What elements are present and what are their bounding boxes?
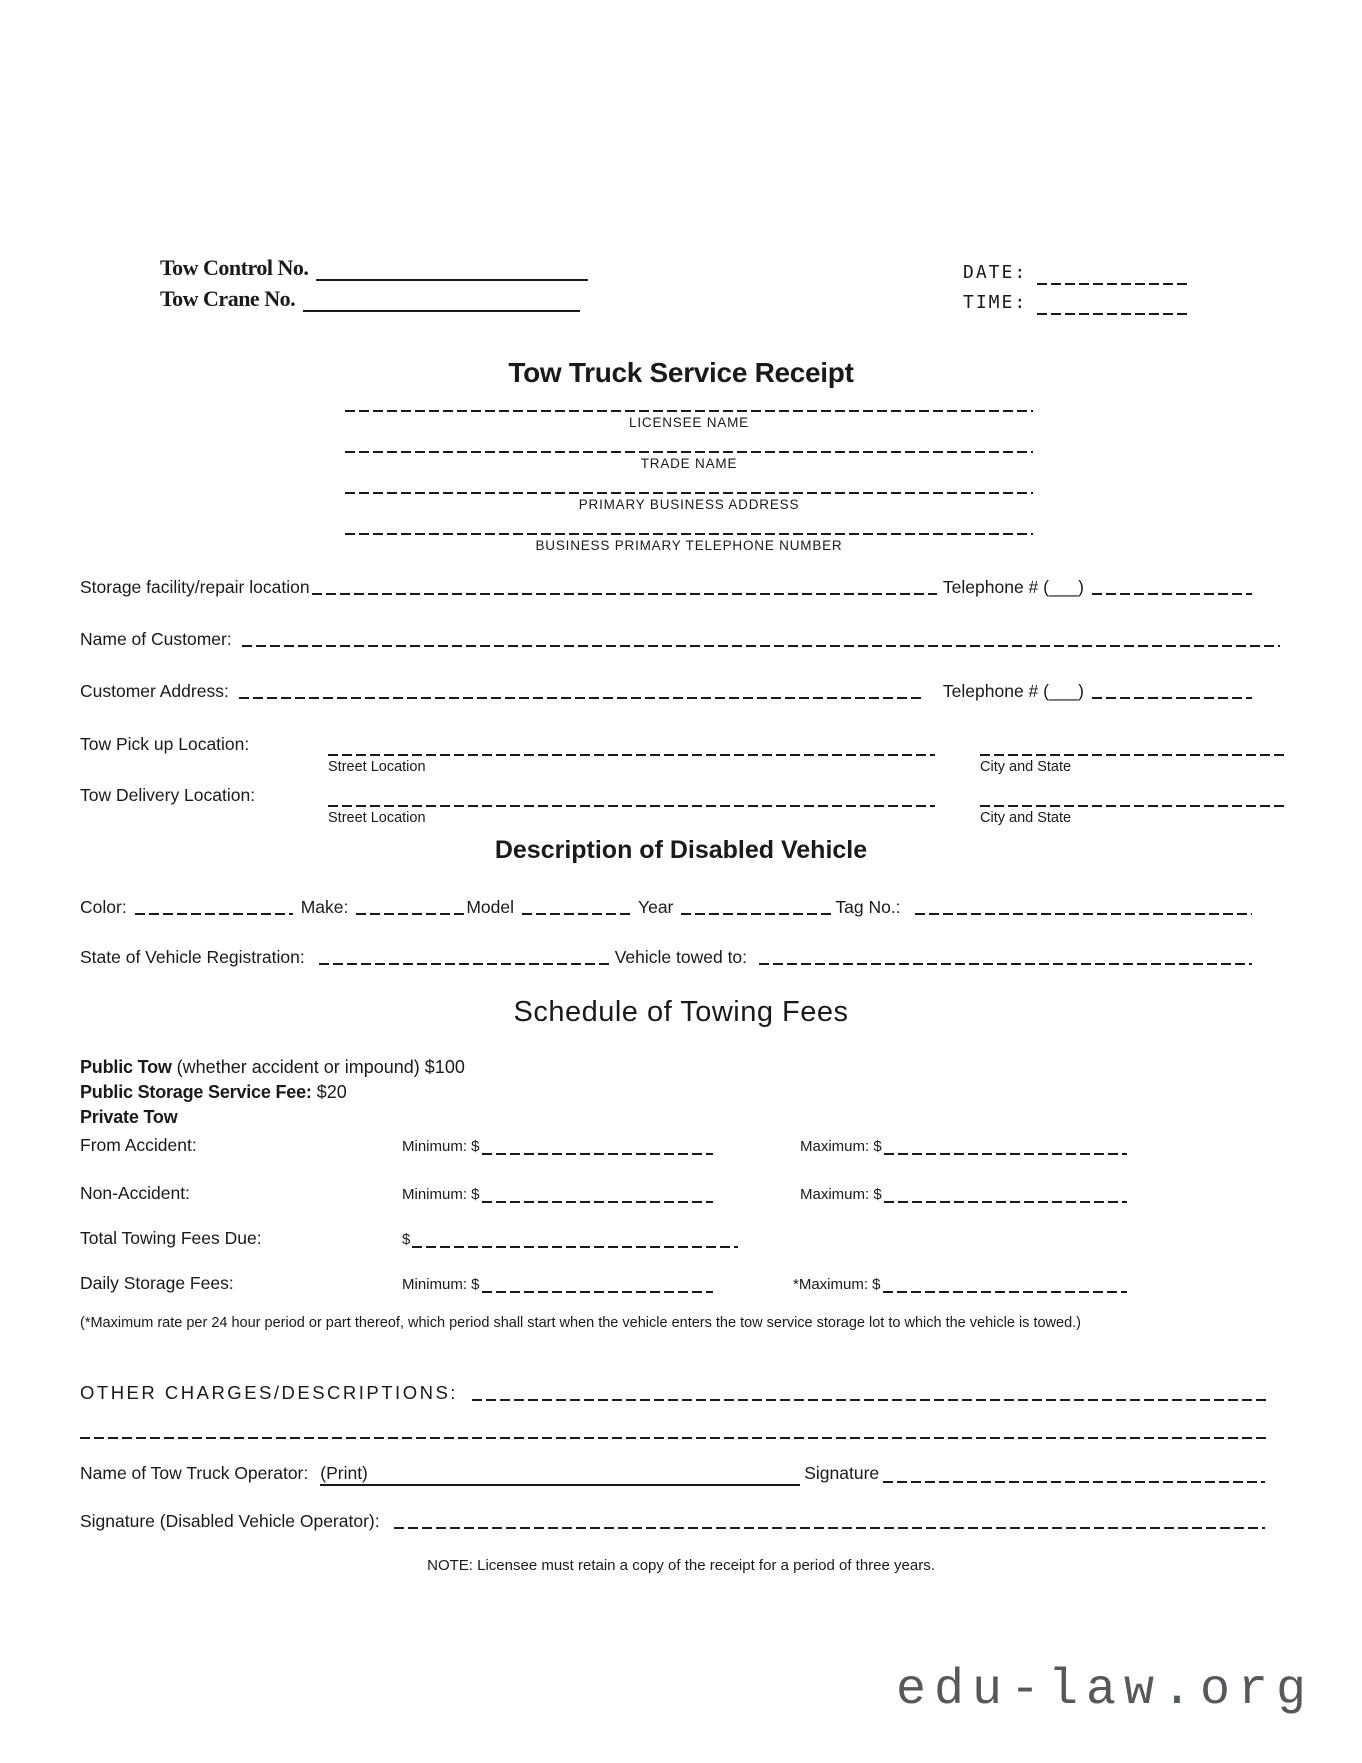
delivery-location-label: Tow Delivery Location: <box>80 785 256 805</box>
tag-number-blank-line <box>915 913 1252 915</box>
pickup-location-block <box>80 732 1285 775</box>
non-accident-label: Non-Accident: <box>80 1183 190 1203</box>
model-blank-line <box>522 913 634 915</box>
trade-name-blank-line <box>345 451 1033 453</box>
non-accident-maximum-blank-line <box>884 1201 1127 1203</box>
from-accident-minimum-field <box>402 1136 713 1158</box>
time-blank-line <box>1037 313 1187 315</box>
daily-storage-minimum-label: Minimum: $ <box>402 1276 480 1293</box>
business-address-caption: PRIMARY BUSINESS ADDRESS <box>578 497 800 512</box>
operator-signature-row <box>80 1462 1265 1486</box>
from-accident-row <box>80 1134 1127 1158</box>
towed-to-blank-line <box>759 963 1252 965</box>
control-numbers-block <box>160 252 588 314</box>
public-tow-label: Public Tow <box>80 1057 172 1077</box>
tow-crane-label: Tow Crane No. <box>160 286 296 311</box>
delivery-street-blank-line <box>328 805 935 807</box>
retention-note: NOTE: Licensee must retain a copy of the receipt for a period of three years. <box>427 1557 935 1574</box>
disabled-operator-signature-row <box>80 1510 1265 1532</box>
disabled-operator-signature-label: Signature (Disabled Vehicle Operator): <box>80 1511 380 1531</box>
daily-storage-maximum-blank-line <box>883 1291 1127 1293</box>
customer-address-row <box>80 680 1252 702</box>
pickup-street-field <box>328 732 935 775</box>
registration-row <box>80 946 1252 968</box>
registration-label: State of Vehicle Registration: <box>80 947 305 967</box>
from-accident-maximum-field <box>800 1136 1127 1158</box>
delivery-location-block <box>80 783 1285 826</box>
disabled-operator-signature-blank-line <box>394 1527 1265 1529</box>
color-label: Color: <box>80 897 127 917</box>
non-accident-row <box>80 1182 1127 1206</box>
date-time-block <box>963 258 1187 318</box>
total-fees-label: Total Towing Fees Due: <box>80 1228 262 1248</box>
make-label: Make: <box>300 897 349 917</box>
make-blank-line <box>356 913 464 915</box>
daily-storage-minimum-field <box>402 1274 713 1296</box>
business-address-blank-line <box>345 492 1033 494</box>
daily-storage-label: Daily Storage Fees: <box>80 1273 234 1293</box>
non-accident-minimum-blank-line <box>482 1201 713 1203</box>
non-accident-maximum-label: Maximum: $ <box>800 1186 882 1203</box>
business-phone-caption: BUSINESS PRIMARY TELEPHONE NUMBER <box>535 538 843 553</box>
business-address-line <box>345 492 1033 512</box>
color-blank-line <box>135 913 293 915</box>
customer-address-label: Customer Address: <box>80 681 229 701</box>
pickup-street-caption: Street Location <box>328 759 426 775</box>
storage-facility-label: Storage facility/repair location <box>80 577 310 597</box>
non-accident-minimum-label: Minimum: $ <box>402 1186 480 1203</box>
date-row <box>963 258 1187 288</box>
delivery-street-field <box>328 783 935 826</box>
tag-number-label: Tag No.: <box>835 897 901 917</box>
storage-facility-blank-line <box>312 593 937 595</box>
page-title: Tow Truck Service Receipt <box>508 357 854 388</box>
from-accident-minimum-label: Minimum: $ <box>402 1138 480 1155</box>
delivery-city-caption: City and State <box>980 810 1072 826</box>
towing-fees-heading: Schedule of Towing Fees <box>513 996 849 1028</box>
licensee-name-caption: LICENSEE NAME <box>629 415 749 430</box>
non-accident-minimum-field <box>402 1184 713 1206</box>
public-tow-line <box>80 1055 465 1080</box>
daily-storage-row <box>80 1272 1127 1296</box>
storage-rate-footnote: (*Maximum rate per 24 hour period or part thereof, which period shall start when the vehicle enters the tow service storage lot to which the vehicle is towed.) <box>80 1315 1081 1331</box>
time-label: TIME: <box>963 292 1028 313</box>
from-accident-minimum-blank-line <box>482 1153 713 1155</box>
private-tow-label: Private Tow <box>80 1107 178 1127</box>
public-storage-fee-label: Public Storage Service Fee: <box>80 1082 312 1102</box>
tow-crane-blank-line <box>303 310 580 312</box>
operator-signature-blank-line <box>883 1481 1265 1483</box>
other-charges-blank-line-1 <box>472 1399 1270 1401</box>
licensee-name-line <box>345 410 1033 430</box>
public-tow-detail: (whether accident or impound) $100 <box>171 1057 465 1077</box>
trade-name-line <box>345 451 1033 471</box>
total-fees-dollar-label: $ <box>402 1231 411 1248</box>
operator-name-label: Name of Tow Truck Operator: <box>80 1463 309 1483</box>
total-fees-field <box>402 1229 738 1251</box>
model-label: Model <box>466 897 515 917</box>
private-tow-line <box>80 1105 465 1130</box>
address-telephone-label: Telephone # (___) <box>942 681 1084 701</box>
public-storage-fee-detail: $20 <box>311 1082 347 1102</box>
date-label: DATE: <box>963 262 1028 283</box>
other-charges-blank-line-2 <box>80 1437 1270 1439</box>
operator-signature-label: Signature <box>804 1463 880 1483</box>
vehicle-description-heading: Description of Disabled Vehicle <box>494 836 868 864</box>
vehicle-details-row <box>80 896 1252 918</box>
from-accident-label: From Accident: <box>80 1135 197 1155</box>
storage-telephone-blank-line <box>1092 593 1252 595</box>
pickup-city-blank-line <box>980 754 1285 756</box>
tow-control-label: Tow Control No. <box>160 255 309 280</box>
operator-print-blank-line <box>320 1462 800 1486</box>
customer-name-row <box>80 628 1280 650</box>
from-accident-maximum-blank-line <box>884 1153 1127 1155</box>
business-phone-blank-line <box>345 533 1033 535</box>
business-phone-line <box>345 533 1033 553</box>
total-fees-row <box>80 1227 1127 1251</box>
trade-name-caption: TRADE NAME <box>640 456 738 471</box>
tow-control-row <box>160 252 588 283</box>
pickup-city-caption: City and State <box>980 759 1072 775</box>
year-label: Year <box>638 897 674 917</box>
towed-to-label: Vehicle towed to: <box>614 947 748 967</box>
customer-name-blank-line <box>242 645 1280 647</box>
pickup-city-field <box>980 732 1285 775</box>
edu-law-watermark: edu-law.org <box>895 1662 1314 1719</box>
tow-crane-row <box>160 283 588 314</box>
daily-storage-maximum-label: *Maximum: $ <box>793 1276 881 1293</box>
total-fees-blank-line <box>412 1246 738 1248</box>
delivery-city-blank-line <box>980 805 1285 807</box>
business-info-block <box>345 410 1033 574</box>
date-blank-line <box>1037 283 1187 285</box>
storage-facility-row <box>80 576 1252 598</box>
fee-intro-block <box>80 1055 465 1130</box>
other-charges-label: OTHER CHARGES/DESCRIPTIONS: <box>80 1382 458 1403</box>
public-storage-fee-line <box>80 1080 465 1105</box>
customer-name-label: Name of Customer: <box>80 629 232 649</box>
time-row <box>963 288 1187 318</box>
from-accident-maximum-label: Maximum: $ <box>800 1138 882 1155</box>
year-blank-line <box>681 913 833 915</box>
pickup-street-blank-line <box>328 754 935 756</box>
storage-telephone-label: Telephone # (___) <box>942 577 1084 597</box>
pickup-location-label: Tow Pick up Location: <box>80 734 250 754</box>
licensee-name-blank-line <box>345 410 1033 412</box>
tow-control-blank-line <box>316 279 588 281</box>
non-accident-maximum-field <box>800 1184 1127 1206</box>
delivery-city-field <box>980 783 1285 826</box>
print-label: (Print) <box>320 1463 368 1483</box>
address-telephone-blank-line <box>1092 697 1252 699</box>
daily-storage-minimum-blank-line <box>482 1291 713 1293</box>
other-charges-row <box>80 1382 1270 1404</box>
daily-storage-maximum-field <box>793 1274 1127 1296</box>
customer-address-blank-line <box>239 697 925 699</box>
delivery-street-caption: Street Location <box>328 810 426 826</box>
registration-blank-line <box>319 963 609 965</box>
